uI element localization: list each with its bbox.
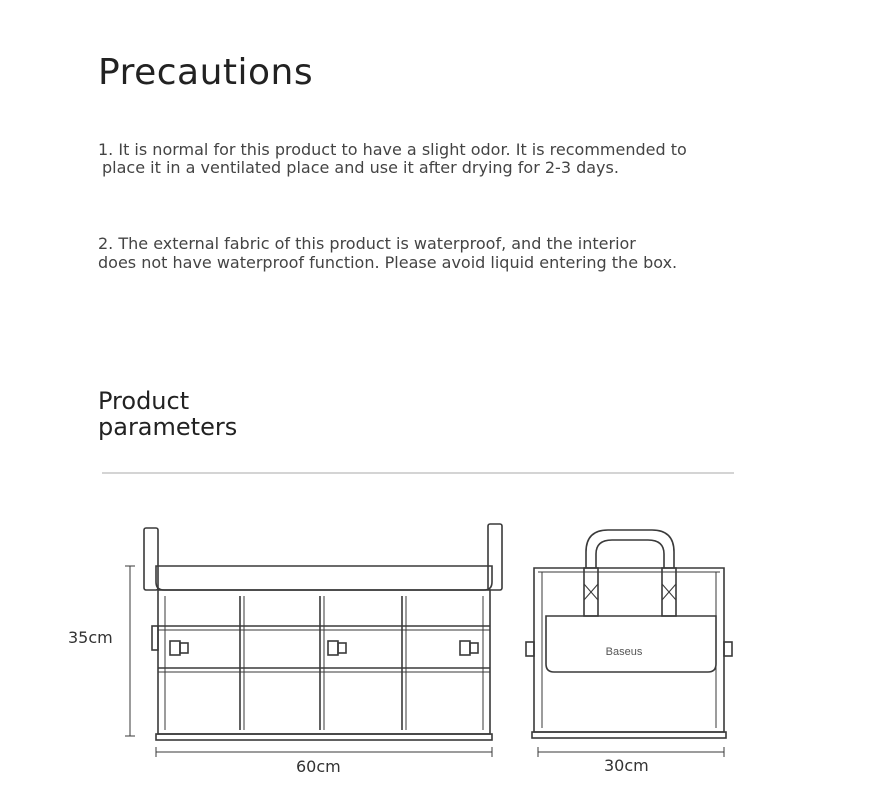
precaution-note-1-line-1: 1. It is normal for this product to have a slight odor. It is recommended to: [98, 140, 687, 159]
brand-logo-text: Baseus: [605, 646, 643, 658]
height-label: 35cm: [68, 628, 113, 647]
precaution-note-2-line-1: 2. The external fabric of this product is waterproof, and the interior: [98, 234, 636, 253]
parameters-title-line-1: Product: [98, 387, 190, 415]
precaution-note-1-line-2: place it in a ventilated place and use it after drying for 2-3 days.: [102, 158, 619, 177]
parameters-title-line-2: parameters: [98, 413, 238, 441]
width-label: 60cm: [296, 757, 341, 776]
side-view-box: [526, 530, 732, 738]
height-dimension-line: [125, 566, 135, 736]
buckle-left-icon: [170, 641, 188, 655]
width-dimension-line: [156, 747, 492, 757]
precautions-title: Precautions: [98, 52, 314, 93]
buckle-right-icon: [460, 641, 478, 655]
depth-label: 30cm: [604, 756, 649, 775]
buckle-center-icon: [328, 641, 346, 655]
precaution-note-2-line-2: does not have waterproof function. Please avoid liquid entering the box.: [98, 253, 678, 272]
front-view-box: [144, 524, 502, 740]
